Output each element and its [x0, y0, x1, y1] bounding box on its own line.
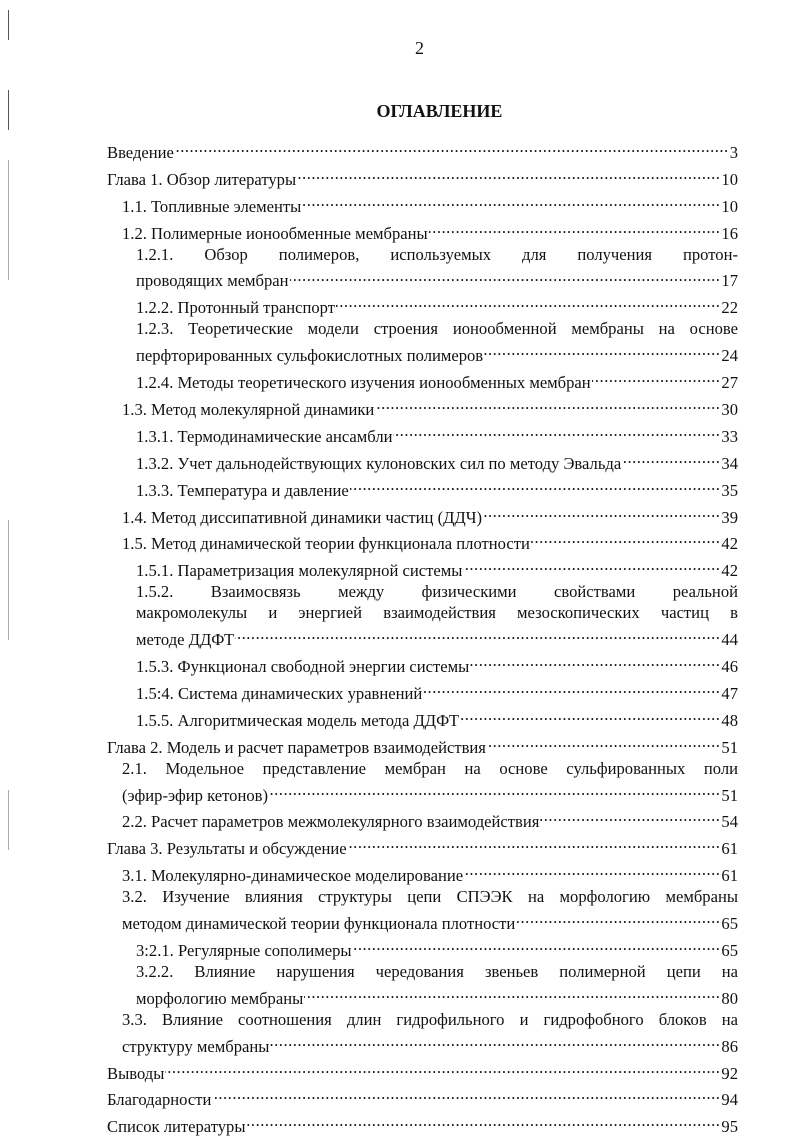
- page-number: 2: [415, 38, 424, 58]
- toc-entry[interactable]: [107, 962, 738, 1010]
- toc-entry-title-line: 3.3. Влияние соотношения длин гидрофильного и гидрофобного блоков на: [122, 1009, 738, 1029]
- toc-entry-title-line: Введение: [107, 142, 174, 162]
- toc-entry-title-line: морфологию мембраны: [136, 988, 304, 1008]
- toc-entry-title-line: методе ДДФТ: [136, 630, 235, 650]
- toc-page-number: 34: [721, 453, 738, 473]
- toc-entry-title-line: 1.5.5. Алгоритмическая модель метода ДДФТ: [136, 710, 459, 730]
- toc-entry-row: [136, 367, 738, 394]
- dot-leader: [463, 555, 720, 576]
- toc-entry[interactable]: [107, 678, 738, 705]
- toc-page-number: 47: [721, 683, 738, 703]
- toc-entry-title-line: 1.5. Метод динамической теории функционала плотности: [122, 534, 530, 554]
- toc-entry-title-line: (эфир-эфир кетонов): [122, 785, 268, 805]
- dot-leader: [297, 164, 720, 185]
- toc-entry[interactable]: [107, 164, 738, 191]
- toc-page-number: 51: [721, 785, 738, 805]
- dot-leader: [212, 1084, 720, 1105]
- dot-leader: [483, 502, 720, 523]
- toc-page-number: 95: [721, 1117, 738, 1137]
- dot-leader: [531, 528, 721, 549]
- toc-entry[interactable]: [107, 319, 738, 367]
- toc-entry-title-line: Благодарности: [107, 1090, 212, 1110]
- dot-leader: [353, 935, 721, 956]
- toc-entry-row: [107, 164, 738, 191]
- toc-entry[interactable]: [107, 421, 738, 448]
- toc-entry-row: [136, 475, 738, 502]
- toc-entry-title-line: Выводы: [107, 1063, 165, 1083]
- dot-leader: [464, 860, 720, 881]
- dot-leader: [375, 394, 720, 415]
- toc-entry-row: [122, 806, 738, 833]
- dot-leader: [336, 292, 720, 313]
- toc-entry-row: [122, 860, 738, 887]
- toc-entry[interactable]: [107, 475, 738, 502]
- toc-page-number: 3: [729, 142, 738, 162]
- toc-entry-title-line: Глава 1. Обзор литературы: [107, 169, 297, 189]
- toc-entry-row: [136, 340, 738, 367]
- table-of-contents: [107, 137, 738, 1138]
- toc-page-number: 39: [721, 507, 738, 527]
- toc-page-number: 42: [721, 534, 738, 554]
- dot-leader: [460, 705, 720, 726]
- toc-page-number: 61: [721, 866, 738, 886]
- toc-entry-title-line: 1.1. Топливные элементы: [122, 196, 302, 216]
- toc-entry-title-line: 3.2.2. Влияние нарушения чередования звеньев полимерной цепи на: [136, 961, 738, 981]
- toc-entry-row: [136, 555, 738, 582]
- toc-entry[interactable]: [107, 759, 738, 807]
- toc-entry-row: [136, 624, 738, 651]
- toc-page-number: 10: [721, 169, 738, 189]
- dot-leader: [423, 678, 720, 699]
- toc-entry[interactable]: [107, 732, 738, 759]
- scan-margin-mark: [8, 790, 9, 850]
- toc-entry-title-line: 1.3. Метод молекулярной динамики: [122, 399, 375, 419]
- toc-entry-title-line: 1.2.1. Обзор полимеров, используемых для получения протон-: [136, 244, 738, 264]
- toc-entry-title-line: 1.3.3. Температура и давление: [136, 480, 349, 500]
- toc-entry-row: [122, 908, 738, 935]
- toc-entry-row: [122, 528, 738, 555]
- toc-entry-row: [107, 137, 738, 164]
- dot-leader: [175, 137, 729, 158]
- toc-page-number: 24: [721, 346, 738, 366]
- toc-entry-title-line: 1.5.1. Параметризация молекулярной системы: [136, 561, 463, 581]
- toc-entry-row: [107, 1084, 738, 1111]
- toc-entry[interactable]: [107, 887, 738, 935]
- toc-entry-row: [136, 935, 738, 962]
- toc-entry-title-line: проводящих мембран: [136, 271, 289, 291]
- toc-entry-title-line: перфторированных сульфокислотных полимеров: [136, 346, 484, 366]
- toc-entry[interactable]: [107, 860, 738, 887]
- dot-leader: [247, 1111, 721, 1132]
- toc-entry-title-line: 1.5:4. Система динамических уравнений: [136, 683, 423, 703]
- dot-leader: [470, 651, 720, 672]
- dot-leader: [484, 340, 720, 361]
- toc-entry-title-line: Глава 3. Результаты и обсуждение: [107, 839, 347, 859]
- toc-entry-title-line: 3.2. Изучение влияния структуры цепи СПЭЭК на морфологию мембраны: [122, 887, 738, 907]
- toc-entry[interactable]: [107, 367, 738, 394]
- toc-page-number: 51: [721, 737, 738, 757]
- toc-entry-title-line: 1.5.3. Функционал свободной энергии системы: [136, 657, 470, 676]
- toc-entry[interactable]: [107, 555, 738, 582]
- toc-entry[interactable]: [107, 1111, 738, 1138]
- toc-entry-title-line: 1.2.4. Методы теоретического изучения ионообменных мембран: [136, 373, 591, 393]
- toc-entry-title-line: 1.4. Метод диссипативной динамики частиц (ДДЧ): [122, 507, 483, 527]
- toc-heading: ОГЛАВЛЕНИЕ: [376, 101, 503, 121]
- toc-entry-row: [136, 651, 738, 678]
- dot-leader: [290, 266, 721, 287]
- toc-entry[interactable]: [107, 651, 738, 678]
- toc-entry[interactable]: [107, 833, 738, 860]
- toc-entry-row: [122, 191, 738, 218]
- toc-entry[interactable]: [107, 502, 738, 529]
- toc-entry-row: [122, 502, 738, 529]
- dot-leader: [269, 780, 720, 801]
- scan-margin-mark: [8, 90, 9, 130]
- toc-entry[interactable]: [107, 705, 738, 732]
- dot-leader: [304, 983, 720, 1004]
- dot-leader: [622, 448, 720, 469]
- toc-page-number: 17: [721, 271, 738, 291]
- toc-page-number: 33: [721, 426, 738, 446]
- toc-page-number: 44: [721, 630, 738, 650]
- toc-entry[interactable]: [107, 1010, 738, 1058]
- toc-entry-row: [122, 1031, 738, 1058]
- toc-entry-row: [122, 394, 738, 421]
- toc-entry-row: [136, 421, 738, 448]
- dot-leader: [393, 421, 720, 442]
- toc-entry-title-line: Глава 2. Модель и расчет параметров взаимодействия: [107, 737, 486, 757]
- toc-entry-row: [136, 705, 738, 732]
- toc-entry[interactable]: [107, 448, 738, 475]
- dot-leader: [165, 1058, 720, 1079]
- toc-entry[interactable]: [107, 1084, 738, 1111]
- toc-entry-title-line: 1.2.3. Теоретические модели строения ионообменной мембраны на основе: [136, 319, 738, 339]
- toc-entry[interactable]: [107, 1058, 738, 1085]
- toc-page-number: 30: [721, 399, 738, 419]
- dot-leader: [348, 833, 721, 854]
- toc-entry-title-line: 1.2.2. Протонный транспорт: [136, 298, 335, 318]
- toc-entry[interactable]: [107, 528, 738, 555]
- toc-entry-title-line: 2.2. Расчет параметров межмолекулярного взаимодействия: [122, 812, 540, 832]
- toc-entry[interactable]: [107, 935, 738, 962]
- toc-entry-row: [136, 292, 738, 319]
- toc-entry[interactable]: [107, 245, 738, 293]
- toc-page-number: 61: [721, 839, 738, 859]
- toc-entry-title-line: 1.3.2. Учет дальнодействующих кулоновских сил по методу Эвальда: [136, 453, 622, 473]
- scan-margin-mark: [8, 10, 9, 40]
- toc-entry-row: [136, 448, 738, 475]
- dot-leader: [350, 475, 721, 496]
- scan-margin-mark: [8, 160, 9, 280]
- toc-entry[interactable]: [107, 394, 738, 421]
- toc-entry-title-line: 1.3.1. Термодинамические ансамбли: [136, 426, 393, 446]
- toc-entry-title-line: макромолекулы и энергией взаимодействия мезоскопических частиц в: [136, 603, 738, 623]
- toc-entry-row: [122, 780, 738, 807]
- toc-page-number: 16: [721, 223, 738, 243]
- dot-leader: [487, 732, 720, 753]
- toc-entry-title-line: 3.1. Молекулярно-динамическое моделирование: [122, 866, 464, 886]
- toc-page-number: 65: [721, 940, 738, 960]
- toc-entry[interactable]: [107, 292, 738, 319]
- scan-margin-mark: [8, 520, 9, 640]
- toc-page-number: 65: [721, 914, 738, 934]
- toc-page-number: 10: [721, 196, 738, 216]
- toc-page-number: 35: [721, 480, 738, 500]
- toc-entry-title-line: структуру мембраны: [122, 1036, 270, 1056]
- toc-entry[interactable]: [107, 137, 738, 164]
- toc-entry-title-line: 3:2.1. Регулярные сополимеры: [136, 940, 352, 960]
- toc-page-number: 94: [721, 1090, 738, 1110]
- toc-page-number: 48: [721, 710, 738, 730]
- dot-leader: [302, 191, 720, 212]
- toc-page-number: 92: [721, 1063, 738, 1083]
- toc-page-number: 54: [721, 812, 738, 832]
- toc-entry-title-line: 1.2. Полимерные ионообменные мембраны: [122, 223, 428, 243]
- toc-entry-title-line: Список литературы: [107, 1117, 246, 1137]
- toc-entry-row: [136, 266, 738, 293]
- toc-entry-row: [107, 833, 738, 860]
- toc-page-number: 80: [721, 988, 738, 1008]
- toc-page-number: 22: [721, 298, 738, 318]
- toc-page-number: 86: [721, 1036, 738, 1056]
- toc-page-number: 46: [721, 657, 738, 676]
- dot-leader: [516, 908, 720, 929]
- toc-entry-row: [107, 1058, 738, 1085]
- dot-leader: [235, 624, 720, 645]
- dot-leader: [592, 367, 721, 388]
- toc-entry-row: [122, 218, 738, 245]
- toc-entry-title-line: 2.1. Модельное представление мембран на основе сульфированных поли: [122, 758, 738, 778]
- toc-entry-title-line: методом динамической теории функционала плотности: [122, 914, 516, 934]
- toc-entry-row: [136, 983, 738, 1010]
- toc-entry[interactable]: [107, 582, 738, 651]
- dot-leader: [429, 218, 721, 239]
- toc-page-number: 42: [721, 561, 738, 581]
- toc-entry-row: [107, 1111, 738, 1138]
- toc-entry[interactable]: [107, 218, 738, 245]
- toc-entry[interactable]: [107, 191, 738, 218]
- toc-page-number: 27: [721, 373, 738, 393]
- toc-entry-row: [107, 732, 738, 759]
- toc-entry-title-line: 1.5.2. Взаимосвязь между физическими свойствами реальной: [136, 582, 738, 602]
- dot-leader: [540, 806, 720, 827]
- toc-entry[interactable]: [107, 806, 738, 833]
- toc-entry-row: [136, 678, 738, 705]
- dot-leader: [270, 1031, 720, 1052]
